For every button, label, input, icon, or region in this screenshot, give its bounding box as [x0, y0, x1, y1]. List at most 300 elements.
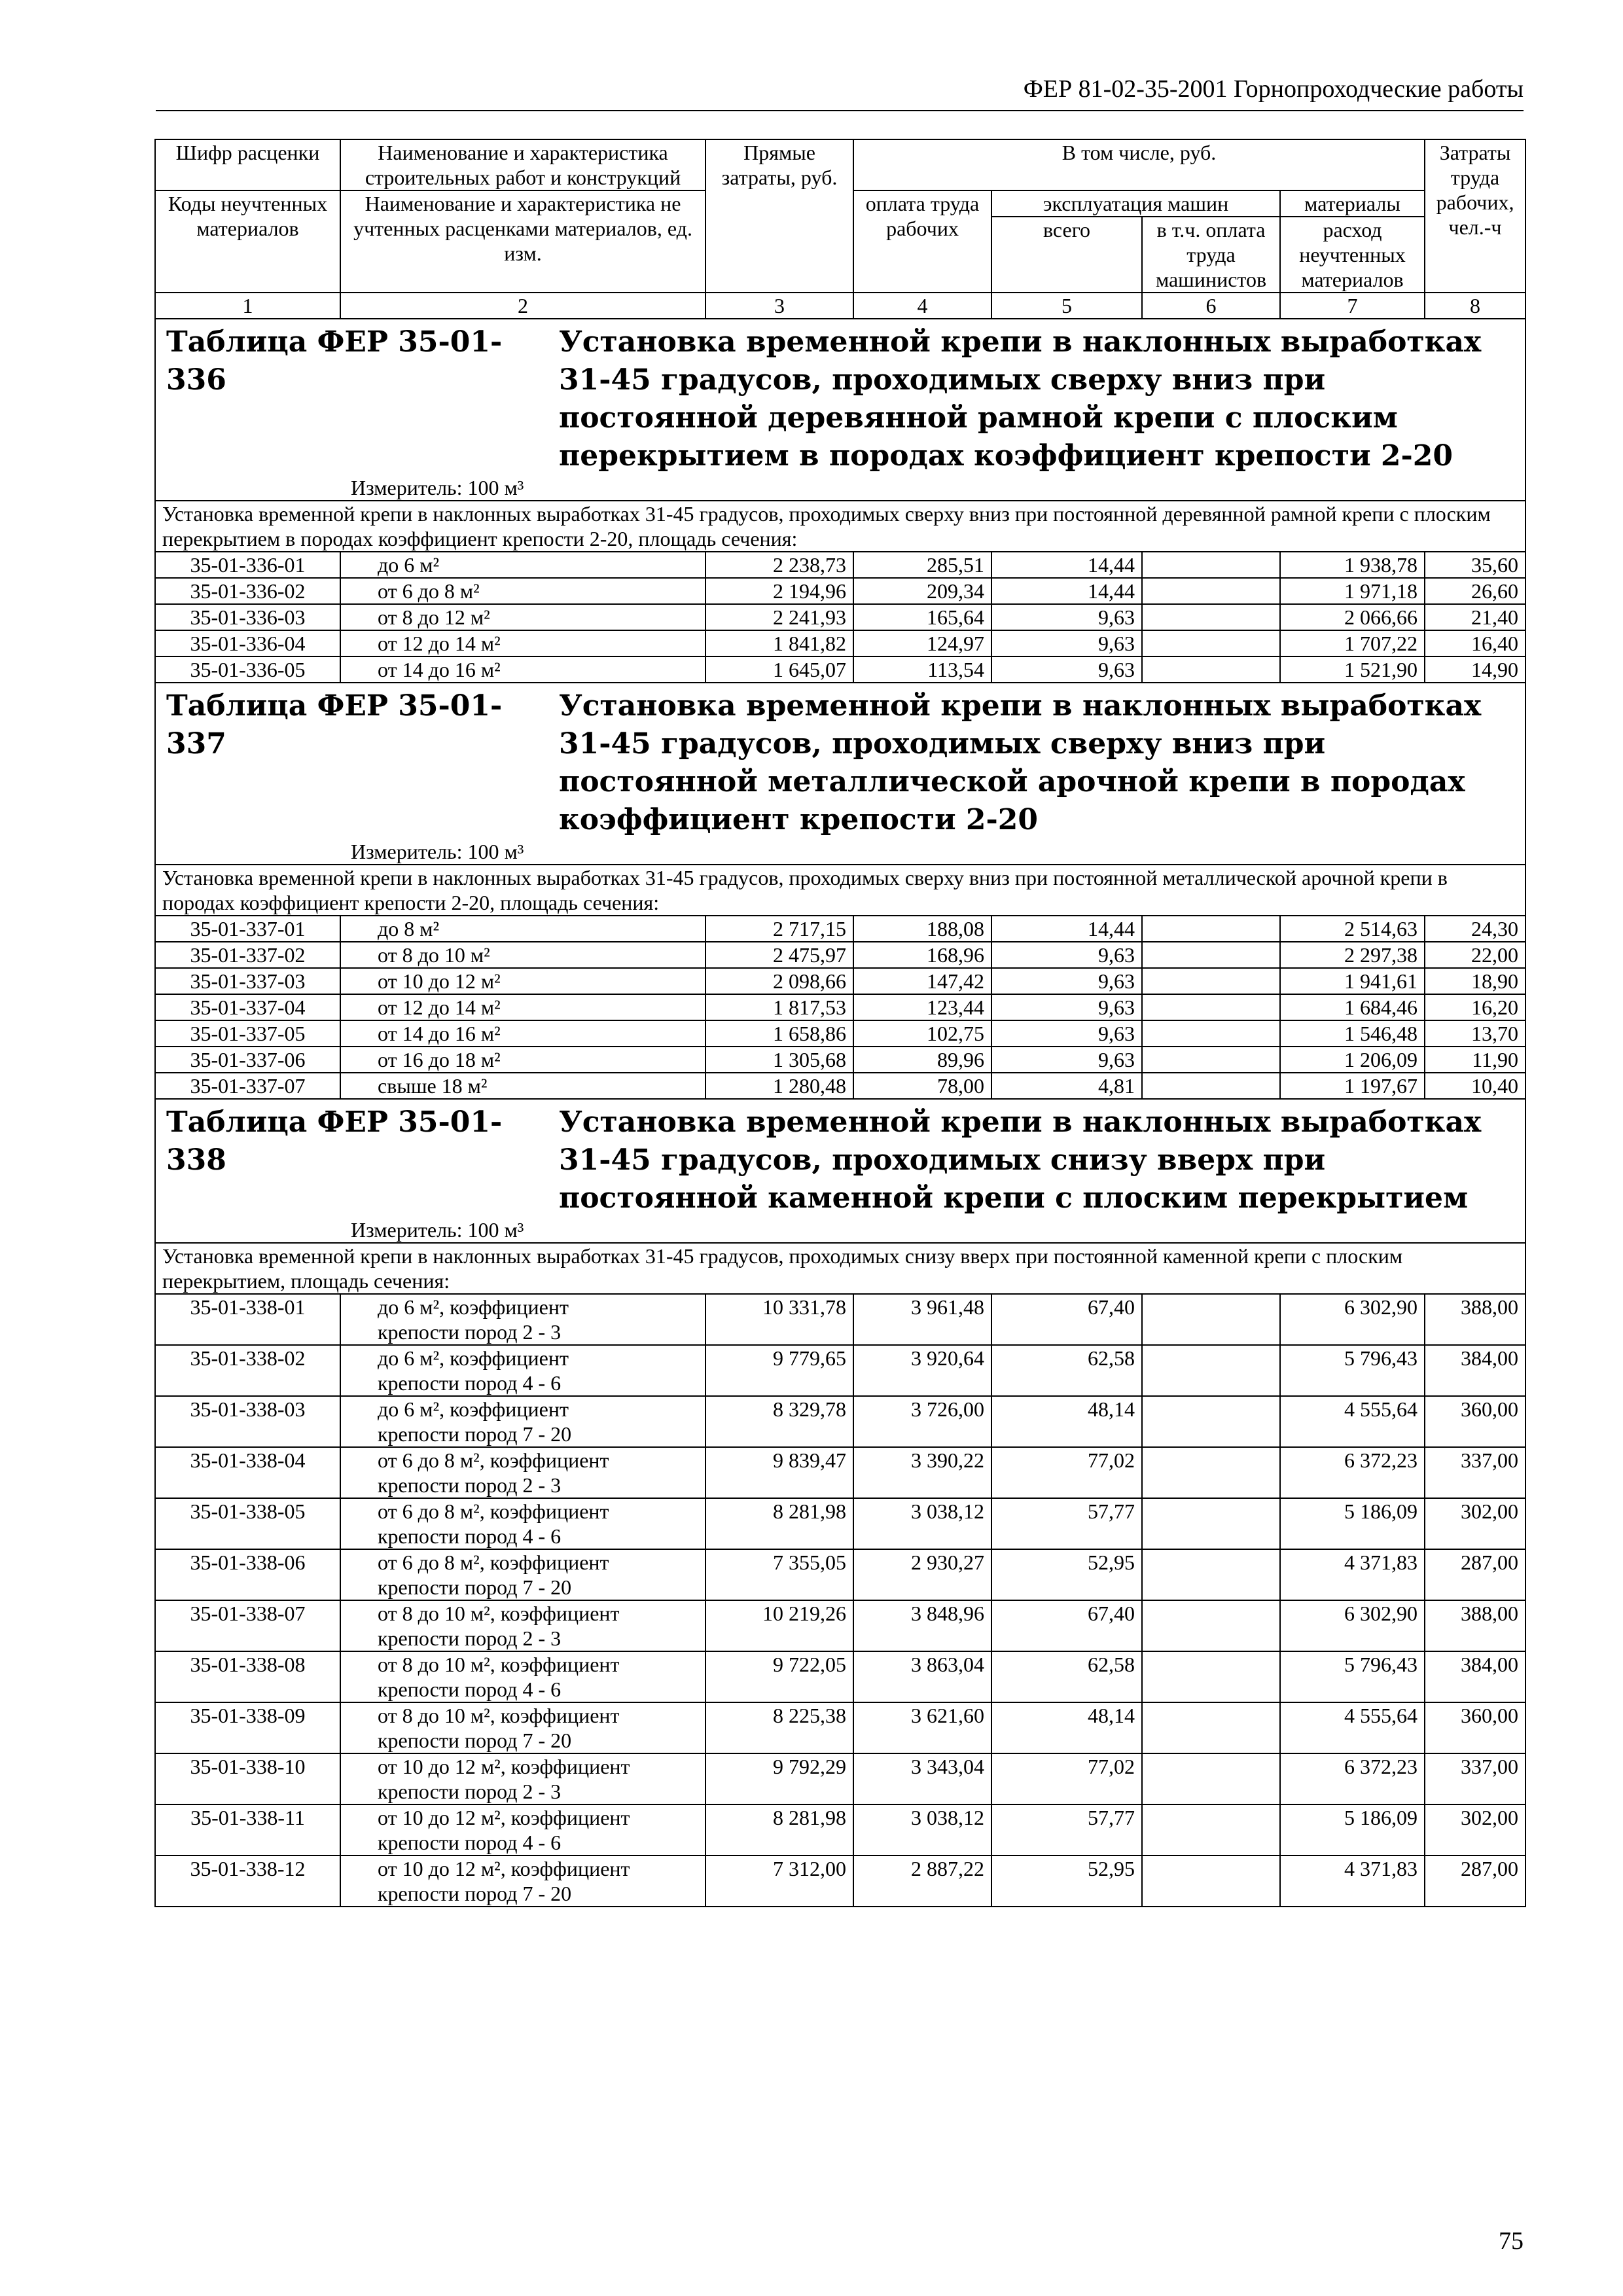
labor-cost: 16,20 — [1425, 994, 1525, 1020]
table-row — [155, 578, 1525, 604]
rate-name-cell — [340, 1020, 705, 1047]
direct-cost: 7 355,05 — [705, 1549, 853, 1600]
rate-name: свыше 18 м² — [378, 1074, 488, 1098]
wages-cost: 165,64 — [853, 604, 991, 630]
labor-cost: 22,00 — [1425, 942, 1525, 968]
direct-cost: 2 238,73 — [705, 552, 853, 578]
labor-cost: 24,30 — [1425, 916, 1525, 942]
labor-cost: 388,00 — [1425, 1600, 1525, 1651]
measure-unit: Измеритель: 100 м³ — [351, 476, 524, 499]
direct-cost: 1 841,82 — [705, 630, 853, 656]
machinist-wages — [1142, 994, 1280, 1020]
materials-cost: 2 297,38 — [1280, 942, 1425, 968]
rate-name: от 6 до 8 м², коэффициент — [378, 1551, 609, 1574]
wages-cost: 113,54 — [853, 656, 991, 683]
wages-cost: 102,75 — [853, 1020, 991, 1047]
rate-name-line2: крепости пород 4 - 6 — [378, 1677, 562, 1701]
machines-cost: 52,95 — [991, 1856, 1142, 1907]
wages-cost: 188,08 — [853, 916, 991, 942]
machinist-wages — [1142, 1856, 1280, 1907]
section-title-row — [155, 683, 1525, 865]
rate-code: 35-01-338-07 — [155, 1600, 340, 1651]
running-header: ФЕР 81-02-35-2001 Горнопроходческие работы — [1023, 75, 1524, 103]
direct-cost: 9 792,29 — [705, 1753, 853, 1804]
materials-cost: 1 521,90 — [1280, 656, 1425, 683]
labor-cost: 35,60 — [1425, 552, 1525, 578]
rate-name: от 10 до 12 м², коэффициент — [378, 1857, 630, 1880]
machinist-wages — [1142, 1447, 1280, 1498]
col-number: 4 — [853, 293, 991, 319]
section-title — [162, 319, 1518, 475]
machines-cost: 48,14 — [991, 1396, 1142, 1447]
table-title: Установка временной крепи в наклонных выработках 31-45 градусов, проходимых снизу вверх при постоянной каменной крепи с плоским перекрытием — [559, 1105, 1482, 1215]
materials-cost: 5 796,43 — [1280, 1651, 1425, 1702]
labor-cost: 11,90 — [1425, 1047, 1525, 1073]
machines-cost: 57,77 — [991, 1804, 1142, 1856]
wages-cost: 3 863,04 — [853, 1651, 991, 1702]
machines-cost: 9,63 — [991, 630, 1142, 656]
labor-cost: 10,40 — [1425, 1073, 1525, 1099]
direct-cost: 2 475,97 — [705, 942, 853, 968]
rate-name-line2: крепости пород 7 - 20 — [378, 1575, 572, 1599]
materials-cost: 4 371,83 — [1280, 1549, 1425, 1600]
table-row — [155, 916, 1525, 942]
rate-name-cell — [340, 1702, 705, 1753]
table-row — [155, 1396, 1525, 1447]
materials-cost: 6 302,90 — [1280, 1600, 1425, 1651]
wages-cost: 3 390,22 — [853, 1447, 991, 1498]
wages-cost: 3 038,12 — [853, 1498, 991, 1549]
col-number: 7 — [1280, 293, 1425, 319]
machinist-wages — [1142, 578, 1280, 604]
col-materials: материалы — [1280, 190, 1425, 217]
rate-code: 35-01-337-01 — [155, 916, 340, 942]
wages-cost: 2 930,27 — [853, 1549, 991, 1600]
labor-cost: 360,00 — [1425, 1396, 1525, 1447]
machinist-wages — [1142, 630, 1280, 656]
col-incl: В том числе, руб. — [853, 139, 1425, 190]
rates-table — [154, 139, 1526, 1907]
rate-name: до 6 м², коэффициент — [378, 1346, 569, 1370]
table-row — [155, 1702, 1525, 1753]
section-title — [162, 683, 1518, 839]
section-description: Установка временной крепи в наклонных выработках 31-45 градусов, проходимых сверху вниз при постоянной деревянной рамной крепи с плоским перекрытием в породах коэффициент крепости 2-20, площадь сечения: — [155, 501, 1525, 552]
direct-cost: 9 839,47 — [705, 1447, 853, 1498]
col-machines: эксплуатация машин — [991, 190, 1280, 217]
direct-cost: 10 331,78 — [705, 1294, 853, 1345]
direct-cost: 1 280,48 — [705, 1073, 853, 1099]
wages-cost: 123,44 — [853, 994, 991, 1020]
direct-cost: 9 722,05 — [705, 1651, 853, 1702]
rate-name: от 14 до 16 м² — [378, 658, 501, 681]
table-row — [155, 656, 1525, 683]
rate-name-cell — [340, 942, 705, 968]
machinist-wages — [1142, 1651, 1280, 1702]
materials-cost: 1 684,46 — [1280, 994, 1425, 1020]
col-wages: оплата труда рабочих — [853, 190, 991, 293]
materials-cost: 2 066,66 — [1280, 604, 1425, 630]
table-row — [155, 1047, 1525, 1073]
rate-name: от 16 до 18 м² — [378, 1048, 501, 1071]
rate-code: 35-01-338-01 — [155, 1294, 340, 1345]
machinist-wages — [1142, 552, 1280, 578]
materials-cost: 1 206,09 — [1280, 1047, 1425, 1073]
col-direct: Прямые затраты, руб. — [705, 139, 853, 293]
col-name-sub: Наименование и характеристика не учтенных расценками материалов, ед. изм. — [340, 190, 705, 293]
machinist-wages — [1142, 1549, 1280, 1600]
rate-code: 35-01-338-10 — [155, 1753, 340, 1804]
table-row — [155, 968, 1525, 994]
rate-name-cell — [340, 1498, 705, 1549]
rate-name-line2: крепости пород 2 - 3 — [378, 1780, 562, 1803]
direct-cost: 8 281,98 — [705, 1804, 853, 1856]
section-title-row — [155, 1099, 1525, 1243]
direct-cost: 1 645,07 — [705, 656, 853, 683]
col-code-sub: Коды неучтенных материалов — [155, 190, 340, 293]
rate-name: от 8 до 10 м² — [378, 943, 490, 967]
rate-name-cell — [340, 1345, 705, 1396]
section-description-row — [155, 1243, 1525, 1294]
rate-name-cell — [340, 1600, 705, 1651]
machines-cost: 67,40 — [991, 1600, 1142, 1651]
wages-cost: 285,51 — [853, 552, 991, 578]
rate-name-cell — [340, 578, 705, 604]
rate-code: 35-01-338-11 — [155, 1804, 340, 1856]
table-name: Таблица ФЕР 35-01-338 — [166, 1105, 503, 1177]
machines-cost: 67,40 — [991, 1294, 1142, 1345]
rate-code: 35-01-338-05 — [155, 1498, 340, 1549]
rate-name-cell — [340, 1294, 705, 1345]
rate-code: 35-01-337-03 — [155, 968, 340, 994]
machines-cost: 14,44 — [991, 552, 1142, 578]
labor-cost: 388,00 — [1425, 1294, 1525, 1345]
table-title: Установка временной крепи в наклонных выработках 31-45 градусов, проходимых сверху вниз при постоянной деревянной рамной крепи с плоским перекрытием в породах коэффициент крепости 2-20 — [559, 325, 1482, 473]
wages-cost: 3 726,00 — [853, 1396, 991, 1447]
machines-cost: 4,81 — [991, 1073, 1142, 1099]
materials-cost: 1 707,22 — [1280, 630, 1425, 656]
rate-name: от 10 до 12 м², коэффициент — [378, 1806, 630, 1829]
section-description-row — [155, 501, 1525, 552]
machines-cost: 9,63 — [991, 994, 1142, 1020]
materials-cost: 5 796,43 — [1280, 1345, 1425, 1396]
rate-name-cell — [340, 916, 705, 942]
rate-name-cell — [340, 1396, 705, 1447]
materials-cost: 1 546,48 — [1280, 1020, 1425, 1047]
rate-name: до 6 м² — [378, 553, 440, 577]
table-row — [155, 1651, 1525, 1702]
rate-code: 35-01-337-07 — [155, 1073, 340, 1099]
rate-code: 35-01-336-04 — [155, 630, 340, 656]
col-code-title: Шифр расценки — [155, 139, 340, 190]
section-description: Установка временной крепи в наклонных выработках 31-45 градусов, проходимых сверху вниз при постоянной металлической арочной крепи в породах коэффициент крепости 2-20, площадь сечения: — [155, 865, 1525, 916]
labor-cost: 360,00 — [1425, 1702, 1525, 1753]
materials-cost: 1 941,61 — [1280, 968, 1425, 994]
wages-cost: 3 920,64 — [853, 1345, 991, 1396]
materials-cost: 4 555,64 — [1280, 1396, 1425, 1447]
machinist-wages — [1142, 1396, 1280, 1447]
rate-name: до 6 м², коэффициент — [378, 1397, 569, 1421]
section-description: Установка временной крепи в наклонных выработках 31-45 градусов, проходимых снизу вверх при постоянной каменной крепи с плоским перекрытием, площадь сечения: — [155, 1243, 1525, 1294]
rate-name: от 12 до 14 м² — [378, 996, 501, 1019]
table-row — [155, 1447, 1525, 1498]
materials-cost: 6 372,23 — [1280, 1753, 1425, 1804]
machines-cost: 77,02 — [991, 1447, 1142, 1498]
labor-cost: 18,90 — [1425, 968, 1525, 994]
direct-cost: 1 817,53 — [705, 994, 853, 1020]
rate-name-line2: крепости пород 4 - 6 — [378, 1524, 562, 1548]
col-number: 3 — [705, 293, 853, 319]
machinist-wages — [1142, 1600, 1280, 1651]
wages-cost: 3 848,96 — [853, 1600, 991, 1651]
rate-name-cell — [340, 994, 705, 1020]
rate-code: 35-01-338-04 — [155, 1447, 340, 1498]
rate-name-cell — [340, 1447, 705, 1498]
wages-cost: 78,00 — [853, 1073, 991, 1099]
machines-cost: 9,63 — [991, 1020, 1142, 1047]
machinist-wages — [1142, 1498, 1280, 1549]
wages-cost: 3 343,04 — [853, 1753, 991, 1804]
materials-cost: 6 372,23 — [1280, 1447, 1425, 1498]
rate-name: от 8 до 12 м² — [378, 605, 490, 629]
direct-cost: 9 779,65 — [705, 1345, 853, 1396]
machinist-wages — [1142, 1804, 1280, 1856]
header-row-1 — [155, 139, 1525, 190]
machinist-wages — [1142, 1753, 1280, 1804]
machinist-wages — [1142, 916, 1280, 942]
section-title-cell — [155, 1099, 1525, 1243]
machines-cost: 62,58 — [991, 1345, 1142, 1396]
table-row — [155, 630, 1525, 656]
machinist-wages — [1142, 604, 1280, 630]
machinist-wages — [1142, 1047, 1280, 1073]
machines-cost: 62,58 — [991, 1651, 1142, 1702]
section-title-row — [155, 319, 1525, 501]
rate-name-cell — [340, 656, 705, 683]
rate-name: от 8 до 10 м², коэффициент — [378, 1704, 620, 1727]
direct-cost: 2 098,66 — [705, 968, 853, 994]
machinist-wages — [1142, 1702, 1280, 1753]
table-row — [155, 1549, 1525, 1600]
materials-cost: 1 197,67 — [1280, 1073, 1425, 1099]
table-row — [155, 1600, 1525, 1651]
rate-name-line2: крепости пород 4 - 6 — [378, 1831, 562, 1854]
labor-cost: 337,00 — [1425, 1447, 1525, 1498]
rate-name-cell — [340, 1651, 705, 1702]
machines-cost: 9,63 — [991, 656, 1142, 683]
labor-cost: 302,00 — [1425, 1804, 1525, 1856]
rate-name: от 6 до 8 м² — [378, 579, 480, 603]
col-materials-sub: расход неучтенных материалов — [1280, 217, 1425, 293]
materials-cost: 6 302,90 — [1280, 1294, 1425, 1345]
col-number: 5 — [991, 293, 1142, 319]
table-row — [155, 1020, 1525, 1047]
direct-cost: 2 241,93 — [705, 604, 853, 630]
col-machines-wages: в т.ч. оплата труда машинистов — [1142, 217, 1280, 293]
wages-cost: 2 887,22 — [853, 1856, 991, 1907]
machines-cost: 52,95 — [991, 1549, 1142, 1600]
rate-code: 35-01-338-12 — [155, 1856, 340, 1907]
direct-cost: 8 225,38 — [705, 1702, 853, 1753]
materials-cost: 4 555,64 — [1280, 1702, 1425, 1753]
rate-name-cell — [340, 630, 705, 656]
header-rule — [156, 110, 1524, 111]
rate-name-cell — [340, 1073, 705, 1099]
table-name: Таблица ФЕР 35-01-336 — [166, 325, 503, 397]
rate-name: до 8 м² — [378, 917, 440, 941]
labor-cost: 14,90 — [1425, 656, 1525, 683]
section-description-row — [155, 865, 1525, 916]
table-row — [155, 1294, 1525, 1345]
materials-cost: 1 938,78 — [1280, 552, 1425, 578]
col-machines-total: всего — [991, 217, 1142, 293]
col-name-title: Наименование и характеристика строительных работ и конструкций — [340, 139, 705, 190]
labor-cost: 302,00 — [1425, 1498, 1525, 1549]
rate-name: от 10 до 12 м², коэффициент — [378, 1755, 630, 1778]
measure-unit: Измеритель: 100 м³ — [351, 840, 524, 863]
rate-code: 35-01-338-08 — [155, 1651, 340, 1702]
rate-code: 35-01-336-01 — [155, 552, 340, 578]
labor-cost: 337,00 — [1425, 1753, 1525, 1804]
rate-code: 35-01-337-02 — [155, 942, 340, 968]
rate-name-line2: крепости пород 7 - 20 — [378, 1422, 572, 1446]
rate-code: 35-01-336-02 — [155, 578, 340, 604]
column-numbers-row — [155, 293, 1525, 319]
rate-code: 35-01-338-03 — [155, 1396, 340, 1447]
rate-name-cell — [340, 1804, 705, 1856]
rate-code: 35-01-338-02 — [155, 1345, 340, 1396]
table-row — [155, 604, 1525, 630]
machines-cost: 9,63 — [991, 1047, 1142, 1073]
machinist-wages — [1142, 1294, 1280, 1345]
rate-code: 35-01-337-05 — [155, 1020, 340, 1047]
labor-cost: 287,00 — [1425, 1856, 1525, 1907]
materials-cost: 5 186,09 — [1280, 1498, 1425, 1549]
measure-unit: Измеритель: 100 м³ — [351, 1218, 524, 1242]
materials-cost: 2 514,63 — [1280, 916, 1425, 942]
wages-cost: 147,42 — [853, 968, 991, 994]
rate-code: 35-01-336-03 — [155, 604, 340, 630]
machinist-wages — [1142, 1073, 1280, 1099]
table-row — [155, 1498, 1525, 1549]
machines-cost: 9,63 — [991, 942, 1142, 968]
rate-name-line2: крепости пород 2 - 3 — [378, 1626, 562, 1650]
col-labor: Затраты труда рабочих, чел.-ч — [1425, 139, 1525, 293]
table-row — [155, 994, 1525, 1020]
rate-code: 35-01-338-09 — [155, 1702, 340, 1753]
labor-cost: 26,60 — [1425, 578, 1525, 604]
table-row — [155, 1804, 1525, 1856]
table-row — [155, 552, 1525, 578]
labor-cost: 287,00 — [1425, 1549, 1525, 1600]
rate-name-cell — [340, 552, 705, 578]
direct-cost: 1 305,68 — [705, 1047, 853, 1073]
rate-name-line2: крепости пород 7 - 20 — [378, 1729, 572, 1752]
labor-cost: 13,70 — [1425, 1020, 1525, 1047]
machines-cost: 77,02 — [991, 1753, 1142, 1804]
rate-name-cell — [340, 1856, 705, 1907]
rate-code: 35-01-338-06 — [155, 1549, 340, 1600]
rate-name: от 8 до 10 м², коэффициент — [378, 1602, 620, 1625]
rate-name-cell — [340, 1753, 705, 1804]
wages-cost: 3 621,60 — [853, 1702, 991, 1753]
machines-cost: 9,63 — [991, 604, 1142, 630]
rate-name-line2: крепости пород 4 - 6 — [378, 1371, 562, 1395]
rate-name-cell — [340, 1047, 705, 1073]
direct-cost: 10 219,26 — [705, 1600, 853, 1651]
machinist-wages — [1142, 1345, 1280, 1396]
rate-name-cell — [340, 604, 705, 630]
rate-name: от 10 до 12 м² — [378, 969, 501, 993]
labor-cost: 16,40 — [1425, 630, 1525, 656]
table-row — [155, 1073, 1525, 1099]
wages-cost: 209,34 — [853, 578, 991, 604]
rate-name: до 6 м², коэффициент — [378, 1295, 569, 1319]
machines-cost: 14,44 — [991, 916, 1142, 942]
rate-code: 35-01-337-06 — [155, 1047, 340, 1073]
section-title — [162, 1100, 1518, 1217]
materials-cost: 5 186,09 — [1280, 1804, 1425, 1856]
materials-cost: 4 371,83 — [1280, 1856, 1425, 1907]
rate-name: от 14 до 16 м² — [378, 1022, 501, 1045]
table-row — [155, 942, 1525, 968]
direct-cost: 8 281,98 — [705, 1498, 853, 1549]
labor-cost: 384,00 — [1425, 1345, 1525, 1396]
rate-name-line2: крепости пород 7 - 20 — [378, 1882, 572, 1905]
rate-name-cell — [340, 1549, 705, 1600]
rate-name-line2: крепости пород 2 - 3 — [378, 1320, 562, 1344]
rate-name-cell — [340, 968, 705, 994]
col-number: 6 — [1142, 293, 1280, 319]
machines-cost: 9,63 — [991, 968, 1142, 994]
machines-cost: 57,77 — [991, 1498, 1142, 1549]
materials-cost: 1 971,18 — [1280, 578, 1425, 604]
rate-name: от 8 до 10 м², коэффициент — [378, 1653, 620, 1676]
section-title-cell — [155, 683, 1525, 865]
wages-cost: 124,97 — [853, 630, 991, 656]
rate-name: от 6 до 8 м², коэффициент — [378, 1499, 609, 1523]
direct-cost: 2 717,15 — [705, 916, 853, 942]
wages-cost: 3 961,48 — [853, 1294, 991, 1345]
rate-name-line2: крепости пород 2 - 3 — [378, 1473, 562, 1497]
table-name: Таблица ФЕР 35-01-337 — [166, 689, 503, 761]
rate-name: от 6 до 8 м², коэффициент — [378, 1448, 609, 1472]
rate-name: от 12 до 14 м² — [378, 632, 501, 655]
col-number: 1 — [155, 293, 340, 319]
direct-cost: 1 658,86 — [705, 1020, 853, 1047]
col-number: 2 — [340, 293, 705, 319]
page-number: 75 — [1499, 2227, 1524, 2255]
machinist-wages — [1142, 1020, 1280, 1047]
wages-cost: 168,96 — [853, 942, 991, 968]
col-number: 8 — [1425, 293, 1525, 319]
direct-cost: 2 194,96 — [705, 578, 853, 604]
rate-code: 35-01-336-05 — [155, 656, 340, 683]
machinist-wages — [1142, 968, 1280, 994]
section-title-cell — [155, 319, 1525, 501]
labor-cost: 21,40 — [1425, 604, 1525, 630]
direct-cost: 8 329,78 — [705, 1396, 853, 1447]
direct-cost: 7 312,00 — [705, 1856, 853, 1907]
labor-cost: 384,00 — [1425, 1651, 1525, 1702]
table-row — [155, 1856, 1525, 1907]
machinist-wages — [1142, 656, 1280, 683]
machines-cost: 14,44 — [991, 578, 1142, 604]
machines-cost: 48,14 — [991, 1702, 1142, 1753]
table-row — [155, 1753, 1525, 1804]
table-title: Установка временной крепи в наклонных выработках 31-45 градусов, проходимых сверху вниз при постоянной металлической арочной крепи в породах коэффициент крепости 2-20 — [559, 689, 1482, 836]
rate-code: 35-01-337-04 — [155, 994, 340, 1020]
wages-cost: 3 038,12 — [853, 1804, 991, 1856]
